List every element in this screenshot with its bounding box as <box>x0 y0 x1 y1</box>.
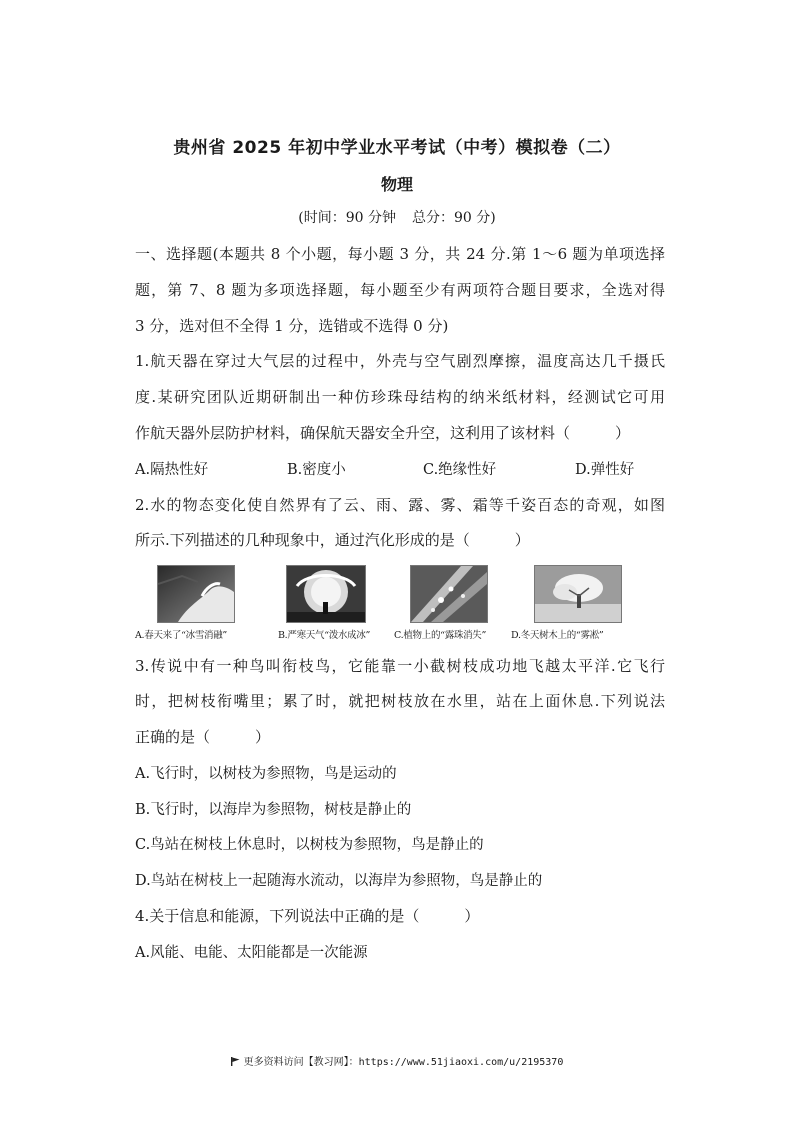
figure-b <box>278 565 408 641</box>
figure-c-caption: C.植物上的“露珠消失” <box>394 630 487 641</box>
question-3-option-c: C.鸟站在树枝上休息时，以树枝为参照物，鸟是静止的 <box>135 837 484 853</box>
question-3-option-d: D.鸟站在树枝上一起随海水流动，以海岸为参照物，鸟是静止的 <box>135 873 543 889</box>
section-instructions-line: 题，第 7、8 题为多项选择题，每小题至少有两项符合题目要求，全选对得 <box>135 281 665 299</box>
figure-d <box>511 565 651 641</box>
question-1-line: 1.航天器在穿过大气层的过程中，外壳与空气剧烈摩擦，温度高达几千摄氏 <box>135 352 665 370</box>
question-2-line: 所示.下列描述的几种现象中，通过汽化形成的是（ ） <box>135 531 530 549</box>
question-4-line: 4.关于信息和能源，下列说法中正确的是（ ） <box>135 907 480 925</box>
question-1-line: 作航天器外层防护材料，确保航天器安全升空，这利用了该材料（ ） <box>135 424 631 442</box>
question-3-line: 正确的是（ ） <box>135 728 271 746</box>
section-instructions-line: 3 分，选对但不全得 1 分，选错或不选得 0 分) <box>135 317 449 335</box>
option-a: A.隔热性好 <box>135 462 209 478</box>
question-3-option-b: B.飞行时，以海岸为参照物，树枝是静止的 <box>135 802 412 818</box>
figure-b-caption: B.严寒天气“泼水成冰” <box>278 630 371 641</box>
figure-c <box>394 565 524 641</box>
exam-title: 贵州省 2025 年初中学业水平考试（中考）模拟卷（二） <box>173 138 621 158</box>
section-instructions-line: 一、选择题(本题共 8 个小题，每小题 3 分，共 24 分.第 1～6 题为单项选择 <box>135 245 665 263</box>
exam-score: 总分：90 分) <box>412 210 496 226</box>
question-2-line: 2.水的物态变化使自然界有了云、雨、露、雾、霜等千姿百态的奇观，如图 <box>135 496 665 514</box>
footer <box>0 1053 794 1068</box>
question-3-line: 时，把树枝衔嘴里；累了时，就把树枝放在水里，站在上面休息.下列说法 <box>135 692 665 710</box>
question-3-option-a: A.飞行时，以树枝为参照物，鸟是运动的 <box>135 766 397 782</box>
figure-a-caption: A.春天来了“冰雪消融” <box>135 630 227 641</box>
flag-icon <box>231 1057 240 1066</box>
water-freezing-photo-icon <box>286 565 366 623</box>
subject-title: 物理 <box>380 175 413 194</box>
option-b: B.密度小 <box>287 462 346 478</box>
option-d: D.弹性好 <box>575 462 635 478</box>
question-4-option-a: A.风能、电能、太阳能都是一次能源 <box>135 945 368 961</box>
question-1-line: 度.某研究团队近期研制出一种仿珍珠母结构的纳米纸材料，经测试它可用 <box>135 388 665 406</box>
exam-meta <box>0 207 794 227</box>
option-c: C.绝缘性好 <box>423 462 497 478</box>
question-2-figures <box>135 565 665 640</box>
figure-d-caption: D.冬天树木上的“雾凇” <box>511 630 604 641</box>
figure-a <box>135 565 265 641</box>
ice-melting-photo-icon <box>157 565 235 623</box>
rime-tree-photo-icon <box>534 565 622 623</box>
question-3-line: 3.传说中有一种鸟叫衔枝鸟，它能靠一小截树枝成功地飞越太平洋.它飞行 <box>135 657 665 675</box>
footer-link[interactable]: 更多资料访问【教习网】：https://www.51jiaoxi.com/u/2195370 <box>243 1057 564 1068</box>
exam-time: (时间：90 分钟 <box>298 210 396 226</box>
dew-drops-photo-icon <box>410 565 488 623</box>
